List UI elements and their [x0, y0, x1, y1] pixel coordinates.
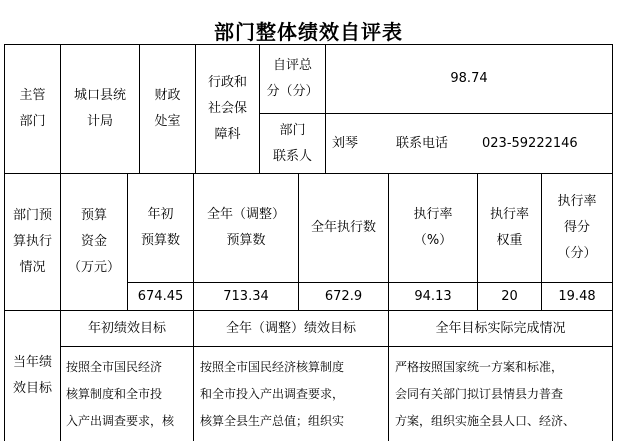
- contact-label: 部门 联系人: [272, 122, 312, 164]
- finance-dept: 财政 处室: [154, 88, 181, 129]
- budget-col-score-label: 执行率 得分 （分）: [557, 194, 597, 261]
- goals-section-label-cell: [5, 311, 60, 441]
- self-score-value-cell: [326, 45, 612, 113]
- budget-section-label-cell: [5, 174, 60, 310]
- self-score-value: 98.74: [450, 71, 488, 86]
- budget-funds-label-cell: [61, 174, 127, 310]
- section-name: 行政和 社会保 障科: [207, 75, 247, 142]
- budget-funds-label: 预算 资金 （万元）: [67, 208, 120, 275]
- budget-col-initial: [128, 174, 193, 282]
- budget-value-weight: 20: [501, 288, 518, 304]
- county-name-cell: [61, 45, 139, 173]
- dept-label: 主管 部门: [19, 88, 46, 129]
- budget-value-score: 19.48: [558, 288, 596, 304]
- goals-col-actual: 全年目标实际完成情况: [435, 320, 566, 336]
- contact-name-cell: [326, 114, 388, 173]
- table-border-right: [612, 44, 613, 441]
- budget-col-initial-label: 年初 预算数: [140, 207, 180, 248]
- goals-adjusted-text: 按照全市国民经济核算制度 和全市投入产出调查要求， 核算全县生产总值；组织实: [200, 360, 345, 428]
- budget-col-adjusted: [194, 174, 298, 282]
- county-name: 城口县统 计局: [73, 88, 126, 129]
- goals-section-label: 当年绩 效目标: [12, 355, 52, 396]
- budget-col-weight: [478, 174, 541, 282]
- finance-dept-cell: [140, 45, 195, 173]
- budget-col-weight-label: 执行率 权重: [489, 207, 529, 248]
- budget-col-executed: [299, 174, 388, 282]
- contact-name: 刘琴: [332, 135, 359, 151]
- self-score-label-cell: [260, 45, 325, 113]
- budget-col-score: [542, 174, 612, 282]
- phone-value: 023-59222146: [482, 135, 578, 151]
- phone-value-cell: [476, 114, 612, 173]
- goals-initial-text: 按照全市国民经济 核算制度和全市投 入产出调查要求，核: [66, 360, 175, 428]
- budget-value-rate: 94.13: [414, 288, 452, 304]
- budget-col-rate-label: 执行率 （%）: [413, 207, 453, 248]
- contact-label-cell: [260, 114, 325, 173]
- self-score-label: 自评总 分（分）: [266, 58, 319, 99]
- goals-actual-text: 严格按照国家统一方案和标准， 会同有关部门拟订县情县力普查 方案，组织实施全县人口、经济、: [395, 360, 576, 428]
- goals-col-initial: 年初绩效目标: [87, 320, 166, 336]
- section-name-cell: [196, 45, 259, 173]
- phone-label-cell: [390, 114, 474, 173]
- budget-section-label: 部门预 算执行 情况: [12, 208, 52, 275]
- budget-col-rate: [389, 174, 477, 282]
- budget-value-adjusted: 713.34: [223, 288, 269, 304]
- budget-value-executed: 672.9: [324, 288, 363, 304]
- dept-label-cell: [5, 45, 60, 173]
- goals-header-line: [60, 346, 613, 347]
- budget-col-adjusted-label: 全年（调整） 预算数: [206, 207, 285, 248]
- phone-label: 联系电话: [396, 135, 449, 151]
- goals-col-adjusted: 全年（调整）绩效目标: [225, 320, 356, 336]
- budget-col-executed-label: 全年执行数: [310, 220, 376, 235]
- budget-value-initial: 674.45: [137, 288, 184, 304]
- page-title: 部门整体绩效自评表: [214, 20, 403, 44]
